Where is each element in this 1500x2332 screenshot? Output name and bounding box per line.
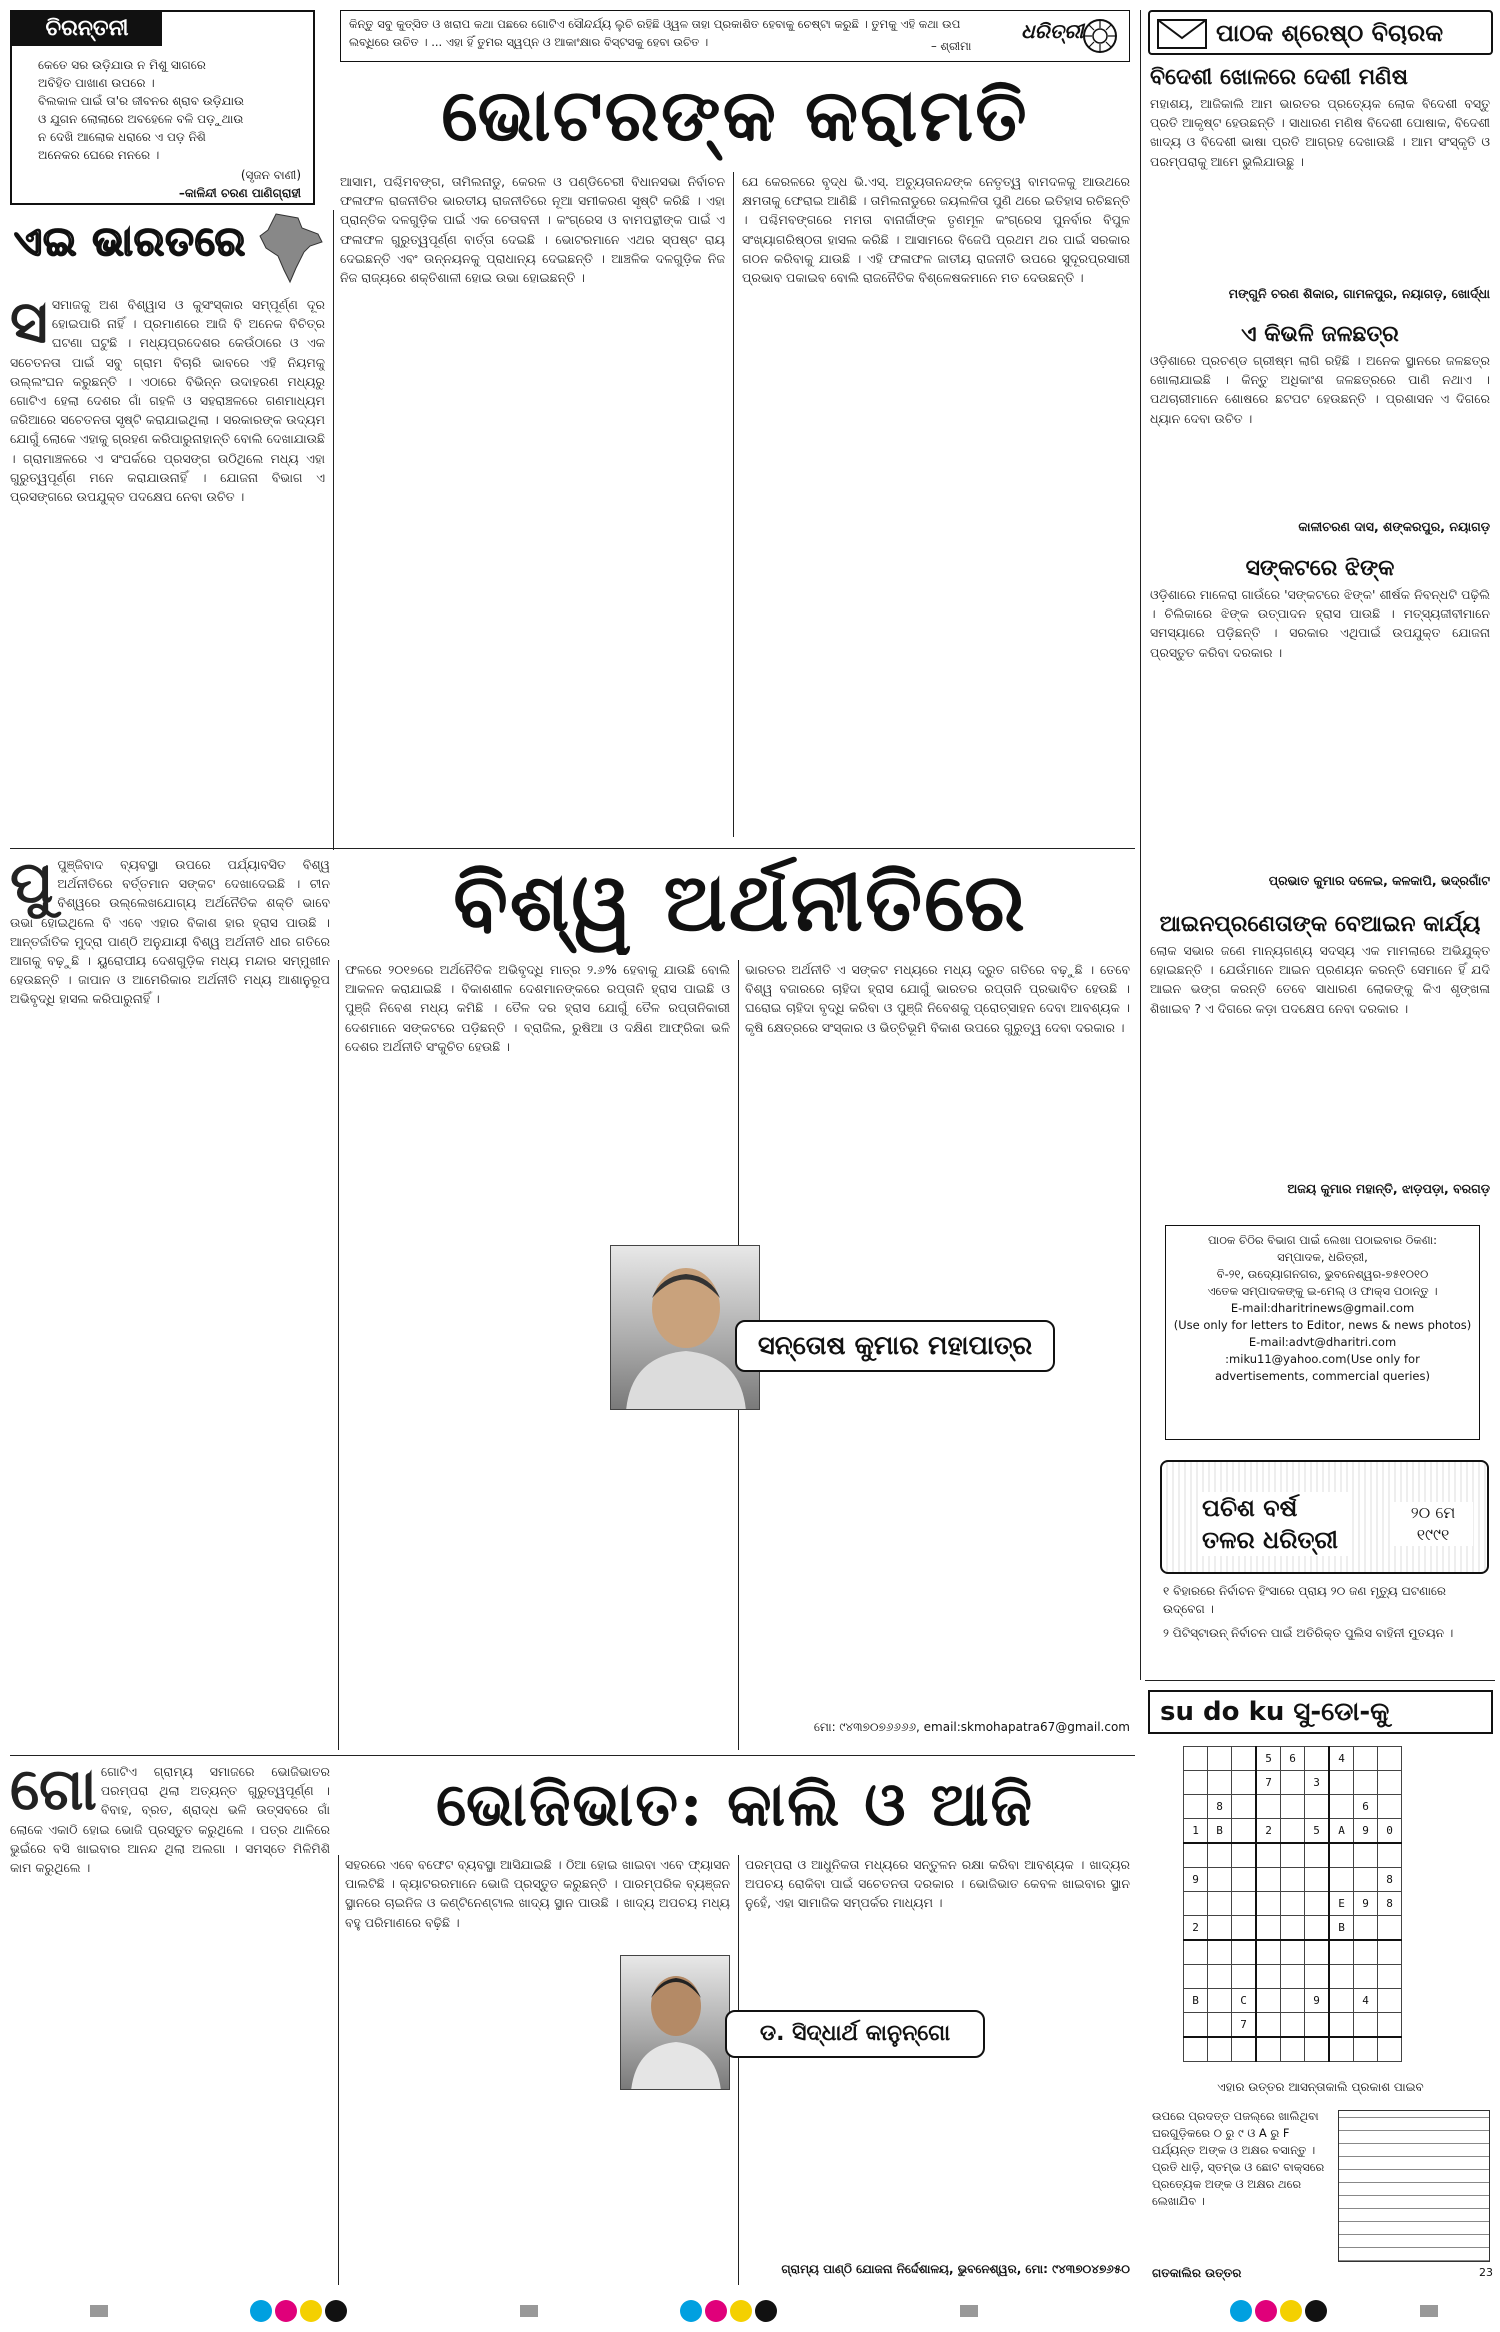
article2-dropcap: ପୁ [10, 855, 54, 916]
sudoku-cell[interactable]: 8 [1378, 1892, 1402, 1916]
cyan-mark [250, 2300, 272, 2322]
sudoku-cell[interactable] [1281, 1940, 1305, 1965]
section-label-box [10, 212, 330, 287]
article3-headline: ଭୋଜିଭାତ: କାଲି ଓ ଆଜି [435, 1770, 1034, 1840]
sudoku-cell[interactable] [1281, 1771, 1305, 1795]
contact-email[interactable]: E-mail:advt@dharitri.com [1248, 1335, 1397, 1349]
article1-col1 [10, 295, 325, 835]
sudoku-cell[interactable] [1232, 1940, 1257, 1965]
sudoku-cell[interactable] [1354, 2013, 1378, 2038]
letter-2 [1150, 318, 1490, 546]
sun-emblem-icon [1081, 17, 1119, 55]
contact-line: ଏତେକ ସମ୍ପାଦକଙ୍କୁ ଇ-ମେଲ୍ ଓ ଫାକ୍ସ ପଠାନ୍ତୁ । [1207, 1284, 1438, 1298]
sudoku-cell[interactable] [1208, 1868, 1232, 1892]
sudoku-cell[interactable]: E [1329, 1892, 1354, 1916]
contact-line: ସମ୍ପାଦକ, ଧରିତ୍ରୀ, [1277, 1250, 1368, 1264]
sudoku-cell[interactable] [1232, 1795, 1257, 1819]
article1-col2 [340, 172, 725, 837]
answer-label: ଗତକାଲିର ଉତ୍ତର [1152, 2266, 1242, 2280]
article2-col3-text: ଭାରତର ଅର୍ଥନୀତି ଏ ସଙ୍କଟ ମଧ୍ୟରେ ମଧ୍ୟ ଦ୍ରୁତ ଗତିରେ ବଢ଼ୁଛି । ତେବେ ବିଶ୍ୱ ବଜାରରେ ଚାହିଦା ହ୍ରାସ ଯୋଗୁଁ ଭାରତର ରପ୍ତାନି ପ୍ରଭାବିତ ହେଉଛି । ଘରୋଇ ଚାହିଦା ବୃଦ୍ଧି କରିବା ଓ ପୁଞ୍ଜି ନିବେଶକୁ ପ୍ରୋତ୍ସାହନ ଦେବା ଆବଶ୍ୟକ । କୃଷି କ୍ଷେତ୍ରରେ ସଂସ୍କାର ଓ ଭିତ୍ତିଭୂମି ବିକାଶ ଉପରେ ଗୁରୁତ୍ୱ ଦେବା ଦରକାର । [745, 962, 1130, 1035]
sudoku-row [1184, 1868, 1402, 1892]
cyan-mark [680, 2300, 702, 2322]
letter-3 [1150, 552, 1490, 902]
sudoku-cell[interactable] [1256, 1843, 1281, 1868]
sudoku-cell[interactable] [1354, 1916, 1378, 1941]
sudoku-cell[interactable] [1281, 2037, 1305, 2062]
article2-col1 [10, 855, 330, 1750]
sudoku-cell[interactable] [1378, 1771, 1402, 1795]
sudoku-row [1184, 1747, 1402, 1771]
sudoku-cell[interactable] [1305, 1940, 1330, 1965]
sudoku-cell[interactable] [1378, 1989, 1402, 2013]
sudoku-cell[interactable] [1305, 2013, 1330, 2038]
answer-grid-box [1338, 2110, 1490, 2262]
sudoku-cell[interactable]: 5 [1256, 1747, 1281, 1771]
sudoku-cell[interactable] [1305, 1892, 1330, 1916]
sudoku-cell[interactable] [1208, 1747, 1232, 1771]
article1-col3 [742, 172, 1130, 837]
sudoku-grid[interactable] [1183, 1746, 1402, 2062]
sudoku-cell[interactable] [1305, 1868, 1330, 1892]
sudoku-cell[interactable] [1281, 1819, 1305, 1844]
sudoku-cell[interactable] [1184, 2037, 1208, 2062]
sudoku-cell[interactable] [1354, 1843, 1378, 1868]
archive-date: ୨୦ ମେ ୧୯୯୧ [1393, 1502, 1473, 1546]
sudoku-cell[interactable] [1329, 2037, 1354, 2062]
sudoku-cell[interactable] [1184, 1771, 1208, 1795]
sudoku-row [1184, 1940, 1402, 1965]
chirantani-title: ଚିରନ୍ତନୀ [12, 12, 162, 46]
letter-heading: ଆଇନପ୍ରଣେତାଙ୍କ ବେଆଇନ କାର୍ଯ୍ୟ [1159, 912, 1481, 937]
sudoku-cell[interactable] [1184, 1940, 1208, 1965]
sudoku-note: ଏହାର ଉତ୍ତର ଆସନ୍ତାକାଲି ପ୍ରକାଶ ପାଇବ [1217, 2080, 1424, 2094]
sudoku-cell[interactable]: 9 [1354, 1819, 1378, 1844]
sudoku-cell[interactable] [1378, 1916, 1402, 1941]
sudoku-cell[interactable] [1256, 1795, 1281, 1819]
sudoku-row [1184, 1843, 1402, 1868]
sudoku-cell[interactable]: 7 [1232, 2013, 1257, 2038]
sudoku-cell[interactable] [1354, 1771, 1378, 1795]
sudoku-cell[interactable] [1208, 2037, 1232, 2062]
poem-source: (ସୃଜନ ବାଣୀ) [240, 168, 301, 182]
sudoku-cell[interactable] [1305, 1965, 1330, 1989]
article2-headline: ବିଶ୍ୱ ଅର୍ଥନୀତିରେ [453, 855, 1027, 949]
sudoku-cell[interactable]: 8 [1208, 1795, 1232, 1819]
letter-signer: କାଳୀଚରଣ ଦାସ, ଶଙ୍କରପୁର, ନୟାଗଡ଼ [1298, 519, 1490, 534]
sudoku-cell[interactable] [1184, 1843, 1208, 1868]
letter-body: ଓଡ଼ିଶାରେ ମାଳେରା ଗାଉଁରେ 'ସଙ୍କଟରେ ଝିଙ୍କ' ଶୀର୍ଷକ ନିବନ୍ଧଟି ପଢ଼ିଲି । ଚିଲିକାରେ ଝିଙ୍କ ଉତ୍ପାଦନ ହ୍ରାସ ପାଉଛି । ମତ୍ସ୍ୟଜୀବୀମାନେ ସମସ୍ୟାରେ ପଡ଼ିଛନ୍ତି । ସରକାର ଏଥିପାଇଁ ଉପଯୁକ୍ତ ଯୋଜନା ପ୍ରସ୍ତୁତ କରିବା ଦରକାର । [1150, 587, 1490, 660]
sudoku-cell[interactable] [1305, 1747, 1330, 1771]
print-bar [90, 2305, 108, 2317]
article1-headline: ଭୋଟରଙ୍କ କରାମତି [441, 72, 1029, 157]
sudoku-row [1184, 1795, 1402, 1819]
sudoku-row [1184, 1771, 1402, 1795]
sudoku-cell[interactable] [1232, 1771, 1257, 1795]
sudoku-cell[interactable]: 8 [1378, 1868, 1402, 1892]
sudoku-cell[interactable] [1232, 1892, 1257, 1916]
sudoku-cell[interactable]: 9 [1305, 1989, 1330, 2013]
black-mark [325, 2300, 347, 2322]
letter-heading: ସଙ୍କଟରେ ଝିଙ୍କ [1245, 556, 1395, 581]
cyan-mark [1230, 2300, 1252, 2322]
sudoku-cell[interactable]: B [1184, 1989, 1208, 2013]
letter-signer: ପ୍ରଭାତ କୁମାର ଦଳେଇ, କଳକାପି, ଭଦ୍ରଗାଁଟ [1268, 873, 1490, 888]
sudoku-cell[interactable] [1232, 2037, 1257, 2062]
sudoku-cell[interactable] [1354, 1965, 1378, 1989]
article1-col3-text: ଯେ କେରଳରେ ବୃଦ୍ଧ ଭି.ଏସ୍. ଅଚ୍ୟୁତାନନ୍ଦଙ୍କ ନେତୃତ୍ୱ ବାମଦଳକୁ ଆଉଥରେ କ୍ଷମତାକୁ ଫେରାଇ ଆଣିଛି । ତାମିଲନାଡୁରେ ଜୟଲଳିତା ପୁଣି ଥରେ ଇତିହାସ ରଚିଛନ୍ତି । ପଶ୍ଚିମବଙ୍ଗରେ ମମତା ବାନାର୍ଜୀଙ୍କ ତୃଣମୂଳ କଂଗ୍ରେସ ପୁନର୍ବାର ବିପୁଳ ସଂଖ୍ୟାଗରିଷ୍ଠତା ହାସଲ କରିଛି । ଆସାମରେ ବିଜେପି ପ୍ରଥମ ଥର ପାଇଁ ସରକାର ଗଠନ କରିବାକୁ ଯାଉଛି । ଏହି ଫଳାଫଳ ଜାତୀୟ ରାଜନୀତି ଉପରେ ସୁଦୂରପ୍ରସାରୀ ପ୍ରଭାବ ପକାଇବ ବୋଲି ରାଜନୈତିକ ବିଶ୍ଳେଷକମାନେ ମତ ଦେଉଛନ୍ତି । [742, 174, 1130, 286]
sudoku-cell[interactable] [1281, 1795, 1305, 1819]
india-map-icon [256, 212, 326, 284]
sudoku-cell[interactable] [1232, 1965, 1257, 1989]
letter-signer: ଅଜୟ କୁମାର ମହାନ୍ତି, ଝାଡ଼ପଡ଼ା, ବରଗଡ଼ [1287, 1181, 1490, 1196]
sudoku-cell[interactable] [1232, 1843, 1257, 1868]
contact-heading: ପାଠକ ଚିଠିର ବିଭାଗ ପାଇଁ ଲେଖା ପଠାଇବାର ଠିକଣା: [1207, 1233, 1438, 1247]
letters-header [1148, 10, 1493, 55]
sudoku-cell[interactable]: 0 [1378, 1819, 1402, 1844]
sudoku-row [1184, 2037, 1402, 2062]
article2-col2-text: ଫଳରେ ୨୦୧୭ରେ ଅର୍ଥନୈତିକ ଅଭିବୃଦ୍ଧି ମାତ୍ର ୨.୬% ହେବାକୁ ଯାଉଛି ବୋଲି ଆକଳନ କରାଯାଇଛି । ବିକାଶଶୀଳ ଦେଶମାନଙ୍କରେ ରପ୍ତାନି ହ୍ରାସ ପାଇଛି ଓ ପୁଞ୍ଜି ନିବେଶ ମଧ୍ୟ କମିଛି । ତୈଳ ଦର ହ୍ରାସ ଯୋଗୁଁ ତୈଳ ରପ୍ତାନିକାରୀ ଦେଶମାନେ ସଙ୍କଟରେ ପଡ଼ିଛନ୍ତି । ବ୍ରାଜିଲ, ରୁଷିଆ ଓ ଦକ୍ଷିଣ ଆଫ୍ରିକା ଭଳି ଦେଶର ଅର୍ଥନୀତି ସଂକୁଚିତ ହେଉଛି । [345, 962, 730, 1054]
archive-badge [1160, 1460, 1489, 1574]
sudoku-cell[interactable] [1329, 1989, 1354, 2013]
sudoku-row [1184, 1892, 1402, 1916]
sudoku-cell[interactable] [1256, 2037, 1281, 2062]
article3-byline: ଡ. ସିଦ୍ଧାର୍ଥ କାନୁନ୍‌ଗୋ [725, 2010, 985, 2058]
poem-line: ଓ ଯୁଗନ ଲୋଲାରେ ଅବହେଳେ ବଳି ପଡ଼ୁଥାଉ [38, 112, 244, 126]
contact-email[interactable]: E-mail:dharitrinews@gmail.com [1230, 1301, 1415, 1315]
sudoku-cell[interactable] [1329, 1940, 1354, 1965]
print-bar [1420, 2305, 1438, 2317]
letter-1 [1150, 62, 1490, 314]
article3-col1-text: ଗୋଟିଏ ଗ୍ରାମ୍ୟ ସମାଜରେ ଭୋଜିଭାତର ପରମ୍ପରା ଥିଲା ଅତ୍ୟନ୍ତ ଗୁରୁତ୍ୱପୂର୍ଣ୍ଣ । ବିବାହ, ବ୍ରତ, ଶ୍ରାଦ୍ଧ ଭଳି ଉତ୍ସବରେ ଗାଁ ଲୋକେ ଏକାଠି ହୋଇ ଭୋଜି ପ୍ରସ୍ତୁତ କରୁଥିଲେ । ପତ୍ର ଥାଳିରେ ଭୁଇଁରେ ବସି ଖାଇବାର ଆନନ୍ଦ ଥିଲା ଅଲଗା । ସମସ୍ତେ ମିଳିମିଶି କାମ କରୁଥିଲେ । [10, 1764, 330, 1876]
sudoku-cell[interactable]: 6 [1354, 1795, 1378, 1819]
sudoku-cell[interactable] [1378, 2037, 1402, 2062]
sudoku-cell[interactable] [1354, 1747, 1378, 1771]
article3-col1 [10, 1762, 330, 2287]
sudoku-cell[interactable]: 4 [1329, 1747, 1354, 1771]
black-mark [1305, 2300, 1327, 2322]
sudoku-cell[interactable] [1256, 1989, 1281, 2013]
sudoku-cell[interactable] [1232, 1819, 1257, 1844]
sudoku-cell[interactable]: 5 [1305, 1819, 1330, 1844]
sudoku-cell[interactable] [1329, 2013, 1354, 2038]
envelope-icon [1156, 18, 1208, 50]
poem-line: ଅବିହିତ ପାଖାଣ ଉପରେ । [38, 76, 155, 90]
sudoku-cell[interactable] [1256, 1892, 1281, 1916]
masthead-logo: ଧରିତ୍ରୀ [1021, 19, 1084, 43]
sudoku-row [1184, 1989, 1402, 2013]
sudoku-cell[interactable] [1305, 1795, 1330, 1819]
sudoku-cell[interactable] [1281, 1843, 1305, 1868]
sudoku-cell[interactable]: 7 [1256, 1771, 1281, 1795]
article3-dropcap: ଗୋ [10, 1762, 97, 1823]
sudoku-cell[interactable] [1256, 1940, 1281, 1965]
article3-col3-text: ପରମ୍ପରା ଓ ଆଧୁନିକତା ମଧ୍ୟରେ ସନ୍ତୁଳନ ରକ୍ଷା କରିବା ଆବଶ୍ୟକ । ଖାଦ୍ୟର ଅପଚୟ ରୋକିବା ପାଇଁ ସଚେତନତା ଦରକାର । ଭୋଜିଭାତ କେବଳ ଖାଇବାର ସ୍ଥାନ ନୁହେଁ, ଏହା ସାମାଜିକ ସମ୍ପର୍କର ମାଧ୍ୟମ । [745, 1857, 1130, 1911]
sudoku-cell[interactable]: B [1329, 1916, 1354, 1941]
chirantani-poem [38, 56, 308, 164]
sudoku-cell[interactable] [1208, 1771, 1232, 1795]
sudoku-cell[interactable] [1281, 1989, 1305, 2013]
magenta-mark [275, 2300, 297, 2322]
sudoku-row [1184, 2013, 1402, 2038]
letter-heading: ବିଦେଶୀ ଖୋଳରେ ଦେଶୀ ମଣିଷ [1150, 65, 1409, 90]
sudoku-cell[interactable] [1256, 1965, 1281, 1989]
sudoku-row [1184, 1819, 1402, 1844]
sudoku-cell[interactable] [1184, 1965, 1208, 1989]
sudoku-cell[interactable] [1329, 1795, 1354, 1819]
sudoku-cell[interactable] [1208, 1916, 1232, 1941]
letter-body: ଲୋକ ସଭାର ଜଣେ ମାନ୍ୟଗଣ୍ୟ ସଦସ୍ୟ ଏକ ମାମଲାରେ ଅଭିଯୁକ୍ତ ହୋଇଛନ୍ତି । ଯେଉଁମାନେ ଆଇନ ପ୍ରଣୟନ କରନ୍ତି ସେମାନେ ହିଁ ଯଦି ଆଇନ ଭଙ୍ଗ କରନ୍ତି ତେବେ ସାଧାରଣ ଲୋକଙ୍କୁ କିଏ ଶୃଙ୍ଖଳା ଶିଖାଇବ ? ଏ ଦିଗରେ କଡ଼ା ପଦକ୍ଷେପ ନେବା ଦରକାର । [1150, 943, 1490, 1016]
sudoku-cell[interactable]: 9 [1354, 1892, 1378, 1916]
author-photo-2 [620, 1955, 730, 2090]
letter-body: ମହାଶୟ, ଆଜିକାଲି ଆମ ଭାରତର ପ୍ରତ୍ୟେକ ଲୋକ ବିଦେଶୀ ବସ୍ତୁ ପ୍ରତି ଆକୃଷ୍ଟ ହେଉଛନ୍ତି । ସାଧାରଣ ମଣିଷ ବିଦେଶୀ ପୋଷାକ, ବିଦେଶୀ ଖାଦ୍ୟ ଓ ବିଦେଶୀ ଭାଷା ପ୍ରତି ଆଗ୍ରହ ଦେଖାଉଛି । ଆମ ସଂସ୍କୃତି ଓ ପରମ୍ପରାକୁ ଆମେ ଭୁଲିଯାଉଛୁ । [1150, 96, 1490, 169]
sudoku-cell[interactable] [1305, 1916, 1330, 1941]
sudoku-cell[interactable] [1184, 2013, 1208, 2038]
quote-text: କିନ୍ତୁ ସବୁ କୁତ୍ସିତ ଓ ଖରାପ କଥା ପଛରେ ଗୋଟିଏ ସୌନ୍ଦର୍ଯ୍ୟ ଲୁଚି ରହିଛି ଓ୍ୱଳ ତାହା ପ୍ରକାଶିତ ହେବାକୁ ଚେଷ୍ଟା କରୁଛି । ତୁମକୁ ଏହି କଥା ଉପ ଲବ୍ଧିରେ ଉଚିତ । ... ଏହା ହିଁ ତୁମର ସ୍ୱପ୍ନ ଓ ଆକାଂକ୍ଷାର ବିସ୍ଟସକୁ ହେବା ଉଚିତ । [349, 17, 961, 49]
page-number: 23 [1479, 2266, 1493, 2279]
sudoku-cell[interactable] [1329, 1868, 1354, 1892]
sudoku-instructions: ଉପରେ ପ୍ରଦତ୍ତ ପଜଲ୍‌ରେ ଖାଲିଥିବା ଘରଗୁଡ଼ିକରେ ୦ ରୁ ୯ ଓ A ରୁ F ପର୍ଯ୍ୟନ୍ତ ଅଙ୍କ ଓ ଅକ୍ଷର ବସାନ୍ତୁ । ପ୍ରତି ଧାଡ଼ି, ସ୍ତମ୍ଭ ଓ ଛୋଟ ବାକ୍ସରେ ପ୍ରତ୍ୟେକ ଅଙ୍କ ଓ ଅକ୍ଷର ଥରେ ଲେଖାଯିବ । [1152, 2109, 1325, 2208]
contact-line: advertisements, commercial queries) [1215, 1369, 1430, 1383]
contact-box [1165, 1225, 1480, 1440]
sudoku-cell[interactable] [1281, 2013, 1305, 2038]
chirantani-box [10, 10, 315, 205]
sudoku-cell[interactable] [1184, 1795, 1208, 1819]
sudoku-cell[interactable] [1378, 1795, 1402, 1819]
article3-col3 [745, 1855, 1130, 2285]
yellow-mark [1280, 2300, 1302, 2322]
letter-heading: ଏ କିଭଳି ଜଳଛତ୍ର [1241, 322, 1399, 347]
sudoku-row [1184, 1965, 1402, 1989]
black-mark [755, 2300, 777, 2322]
archive-item: ୧ ବିହାରରେ ନିର୍ବାଚନ ହିଂସାରେ ପ୍ରାୟ ୨୦ ଜଣ ମୃତ୍ୟୁ ଘଟଣାରେ ଉଦ୍‌ବେଗ । [1163, 1584, 1447, 1616]
article3-col2-text: ସହରରେ ଏବେ ବଫେଟ ବ୍ୟବସ୍ଥା ଆସିଯାଇଛି । ଠିଆ ହୋଇ ଖାଇବା ଏବେ ଫ୍ୟାସନ ପାଲଟିଛି । କ୍ୟାଟରରମାନେ ଭୋଜି ପ୍ରସ୍ତୁତ କରୁଛନ୍ତି । ପାରମ୍ପରିକ ବ୍ୟଞ୍ଜନ ସ୍ଥାନରେ ଚାଇନିଜ ଓ କଣ୍ଟିନେଣ୍ଟାଲ ଖାଦ୍ୟ ସ୍ଥାନ ପାଉଛି । ଖାଦ୍ୟ ଅପଚୟ ମଧ୍ୟ ବହୁ ପରିମାଣରେ ବଢ଼ିଛି । [345, 1857, 730, 1930]
sudoku-cell[interactable] [1281, 1868, 1305, 1892]
letter-body: ଓଡ଼ିଶାରେ ପ୍ରଚଣ୍ଡ ଗ୍ରୀଷ୍ମ ଲାଗି ରହିଛି । ଅନେକ ସ୍ଥାନରେ ଜଳଛତ୍ର ଖୋଲାଯାଇଛି । କିନ୍ତୁ ଅଧିକାଂଶ ଜଳଛତ୍ରରେ ପାଣି ନଥାଏ । ପଥଚାରୀମାନେ ଶୋଷରେ ଛଟପଟ ହେଉଛନ୍ତି । ପ୍ରଶାସନ ଏ ଦିଗରେ ଧ୍ୟାନ ଦେବା ଉଚିତ । [1150, 353, 1490, 426]
sudoku-cell[interactable] [1208, 1892, 1232, 1916]
poem-line: ଅନେକର ଘେରେ ମନରେ । [38, 148, 160, 162]
sudoku-row [1184, 1916, 1402, 1941]
sudoku-cell[interactable] [1281, 1916, 1305, 1941]
sudoku-cell[interactable] [1378, 1940, 1402, 1965]
sudoku-cell[interactable] [1305, 2037, 1330, 2062]
sudoku-cell[interactable] [1354, 2037, 1378, 2062]
archive-item: ୨ ପିଟିସ୍‌ଟାଉନ୍ ନିର୍ବାଚନ ପାଇଁ ଅତିରିକ୍ତ ପୁଲିସ ବାହିନୀ ମୁତୟନ । [1163, 1626, 1454, 1640]
letter-signer: ମଙ୍ଗୁନି ଚରଣ ଶିକାର, ଗାମଳପୁର, ନୟାଗଡ଼, ଖୋର୍ଦ୍ଧା [1228, 286, 1490, 301]
sudoku-cell[interactable]: 4 [1354, 1989, 1378, 2013]
poem-author: –କାଳିନ୍ଦୀ ଚରଣ ପାଣିଗ୍ରାହୀ [178, 186, 301, 200]
article1-col1-text: ସମାଜକୁ ଅଶ ବିଶ୍ୱାସ ଓ କୁସଂସ୍କାର ସମ୍ପୂର୍ଣ୍ଣ ଦୂର ହୋଇପାରି ନାହିଁ । ପ୍ରମାଣରେ ଆଜି ବି ଅନେକ ବିଚିତ୍ର ଘଟଣା ଘଟୁଛି । ମଧ୍ୟପ୍ରଦେଶର କେଉଁଠାରେ ଓ ଏକ ସଚେତନତା ପାଇଁ ସବୁ ଗ୍ରାମ ବିଚାରି ଭାବରେ ଏହି ନିୟମକୁ ଉଲ୍ଲଂଘନ କରୁଛନ୍ତି । ଏଠାରେ ବିଭିନ୍ନ ଉଦାହରଣ ମଧ୍ୟରୁ ଗୋଟିଏ ହେଲା ଦେଶର ଗାଁ ଗହଳି ଓ ସହରାଞ୍ଚଳରେ ଗଣମାଧ୍ୟମ ଜରିଆରେ ସଚେତନତା ସୃଷ୍ଟି କରାଯାଇଥିଲା । ସରକାରଙ୍କ ଉଦ୍ୟମ ଯୋଗୁଁ ଲୋକେ ଏହାକୁ ଗ୍ରହଣ କରିପାରୁନାହାନ୍ତି ବୋଲି ଦେଖାଯାଉଛି । ଗ୍ରାମାଞ୍ଚଳରେ ଏ ସଂପର୍କରେ ପ୍ରସଙ୍ଗ ଉଠିଥିଲେ ମଧ୍ୟ ଏହା ଗୁରୁତ୍ୱପୂର୍ଣ୍ଣ ମନେ କରାଯାଉନାହିଁ । ଯୋଜନା ବିଭାଗ ଏ ପ୍ରସଙ୍ଗରେ ଉପଯୁକ୍ତ ପଦକ୍ଷେପ ନେବା ଉଚିତ । [10, 297, 325, 505]
sudoku-cell[interactable]: A [1329, 1819, 1354, 1844]
sudoku-cell[interactable]: 1 [1184, 1819, 1208, 1844]
sudoku-cell[interactable] [1184, 1892, 1208, 1916]
magenta-mark [1255, 2300, 1277, 2322]
sudoku-cell[interactable] [1208, 1989, 1232, 2013]
contact-line: ବି-୨୧, ଉଦ୍ୟୋଗନଗର, ଭୁବନେଶ୍ୱର-୭୫୧୦୧୦ [1216, 1267, 1429, 1281]
sudoku-cell[interactable] [1305, 1843, 1330, 1868]
archive-label: ପଚିଶ ବର୍ଷ ତଳର ଧରିତ୍ରୀ [1202, 1492, 1352, 1556]
article1-dropcap: ସ [10, 295, 48, 356]
sudoku-title: su do ku ସୁ-ଡୋ-କୁ [1148, 1690, 1493, 1734]
contact-line: (Use only for letters to Editor, news & news photos) [1173, 1318, 1472, 1332]
sudoku-cell[interactable] [1232, 1747, 1257, 1771]
sudoku-cell[interactable] [1208, 1843, 1232, 1868]
article2-col1-text: ପୁଞ୍ଜିବାଦ ବ୍ୟବସ୍ଥା ଉପରେ ପର୍ଯ୍ୟାବସିତ ବିଶ୍ୱ ଅର୍ଥନୀତିରେ ବର୍ତ୍ତମାନ ସଙ୍କଟ ଦେଖାଦେଇଛି । ଚୀନ ବିଶ୍ୱରେ ଉଲ୍ଲେଖଯୋଗ୍ୟ ଅର୍ଥନୈତିକ ଶକ୍ତି ଭାବେ ଉଭା ହୋଇଥିଲେ ବି ଏବେ ଏହାର ବିକାଶ ହାର ହ୍ରାସ ପାଉଛି । ଆନ୍ତର୍ଜାତିକ ମୁଦ୍ରା ପାଣ୍ଠି ଅନୁଯାୟୀ ବିଶ୍ୱ ଅର୍ଥନୀତି ଧୀର ଗତିରେ ଆଗକୁ ବଢ଼ୁଛି । ୟୁରୋପୀୟ ଦେଶଗୁଡ଼ିକ ମଧ୍ୟ ମନ୍ଦାର ସମ୍ମୁଖୀନ ହେଉଛନ୍ତି । ଜାପାନ ଓ ଆମେରିକାର ଅର୍ଥନୀତି ମଧ୍ୟ ଆଶାନୁରୂପ ଅଭିବୃଦ୍ଧି ହାସଲ କରିପାରୁନାହିଁ । [10, 857, 330, 1007]
sudoku-cell[interactable] [1184, 1747, 1208, 1771]
sudoku-cell[interactable] [1354, 1940, 1378, 1965]
poem-line: କେତେ ସର ଉଡ଼ିଯାଉ ନ ମିଶୁ ସାଗରେ [38, 58, 206, 72]
sudoku-cell[interactable] [1354, 1868, 1378, 1892]
article1-col2-text: ଆସାମ, ପଶ୍ଚିମବଙ୍ଗ, ତାମିଲନାଡୁ, କେରଳ ଓ ପଣ୍ଡିଚେରୀ ବିଧାନସଭା ନିର୍ବାଚନ ଫଳାଫଳ ରାଜନୀତିର ଭାରତୀୟ ରାଜନୀତିରେ ନୂଆ ସମୀକରଣ ସୃଷ୍ଟି କରିଛି । ଏହା ପ୍ରାନ୍ତିକ ଦଳଗୁଡ଼ିକ ପାଇଁ ଏକ ଚେତାବନୀ । କଂଗ୍ରେସ ଓ ବାମପନ୍ଥୀଙ୍କ ପାଇଁ ଏ ଫଳାଫଳ ଗୁରୁତ୍ୱପୂର୍ଣ୍ଣ ବାର୍ତ୍ତା ଦେଇଛି । ଭୋଟରମାନେ ଏଥର ସ୍ପଷ୍ଟ ରାୟ ଦେଇଛନ୍ତି ଏବଂ ଉନ୍ନୟନକୁ ପ୍ରାଧାନ୍ୟ ଦେଇଛନ୍ତି । ଆଞ୍ଚଳିକ ଦଳଗୁଡ଼ିକ ନିଜ ନିଜ ରାଜ୍ୟରେ ଶକ୍ତିଶାଳୀ ହୋଇ ଉଭା ହୋଇଛନ୍ତି । [340, 174, 725, 286]
sudoku-cell[interactable] [1256, 1868, 1281, 1892]
sudoku-cell[interactable] [1256, 2013, 1281, 2038]
sudoku-cell[interactable]: B [1208, 1819, 1232, 1844]
sudoku-cell[interactable]: C [1232, 1989, 1257, 2013]
sudoku-cell[interactable]: 2 [1256, 1819, 1281, 1844]
sudoku-cell[interactable] [1378, 1747, 1402, 1771]
article2-byline: ସନ୍ତୋଷ କୁମାର ମହାପାତ୍ର [735, 1320, 1055, 1372]
quote-box [340, 10, 1130, 62]
poem-line: ବିଲକାଳ ପାଇଁ ତା'ର ଜୀବନର ଶ୍ରାବ ଉଡ଼ିଯାଉ [38, 94, 245, 108]
poem-line: ନ ଦେଖି ଆଲୋକ ଧରାରେ ଏ ପଡ଼ ନିଶି [38, 130, 206, 144]
sudoku-cell[interactable] [1329, 1965, 1354, 1989]
sudoku-cell[interactable]: 2 [1184, 1916, 1208, 1941]
article3-address: ଗ୍ରାମ୍ୟ ପାଣ୍ଠି ଯୋଜନା ନିର୍ଦ୍ଦେଶାଳୟ, ଭୁବନେଶ୍ୱର, ମୋ: ୯୪୩୭୦୪୭୬୫୦ [781, 2262, 1130, 2276]
letters-title: ପାଠକ ଶ୍ରେଷ୍ଠ ବିଚାରକ [1216, 19, 1444, 47]
article2-contact: ମୋ: ୯୪୩୭୦୭୬୬୬୬, email:skmohapatra67@gmail.com [813, 1720, 1130, 1734]
magenta-mark [705, 2300, 727, 2322]
quote-author: – ଶ୍ରୀମା [931, 39, 972, 53]
yellow-mark [300, 2300, 322, 2322]
print-bar [960, 2305, 978, 2317]
sudoku-cell[interactable] [1329, 1843, 1354, 1868]
yellow-mark [730, 2300, 752, 2322]
sudoku-cell[interactable] [1232, 1916, 1257, 1941]
contact-email[interactable]: :miku11@yahoo.com(Use only for [1225, 1352, 1420, 1366]
print-bar [520, 2305, 538, 2317]
sudoku-cell[interactable]: 3 [1305, 1771, 1330, 1795]
sudoku-cell[interactable] [1329, 1771, 1354, 1795]
sudoku-cell[interactable] [1378, 1965, 1402, 1989]
archive-box [1155, 1460, 1490, 1670]
sudoku-cell[interactable] [1378, 2013, 1402, 2038]
sudoku-cell[interactable] [1208, 1965, 1232, 1989]
sudoku-cell[interactable] [1281, 1965, 1305, 1989]
sudoku-cell[interactable] [1208, 2013, 1232, 2038]
sudoku-cell[interactable] [1378, 1843, 1402, 1868]
sudoku-cell[interactable]: 6 [1281, 1747, 1305, 1771]
sudoku-cell[interactable] [1281, 1892, 1305, 1916]
sudoku-section [1148, 1690, 1493, 2290]
sudoku-cell[interactable] [1256, 1916, 1281, 1941]
section-label: ଏଇ ଭାରତରେ [14, 218, 247, 265]
letter-4 [1150, 908, 1490, 1208]
sudoku-cell[interactable] [1208, 1940, 1232, 1965]
sudoku-cell[interactable]: 9 [1184, 1868, 1208, 1892]
portrait-icon [621, 1956, 730, 2090]
sudoku-cell[interactable] [1232, 1868, 1257, 1892]
